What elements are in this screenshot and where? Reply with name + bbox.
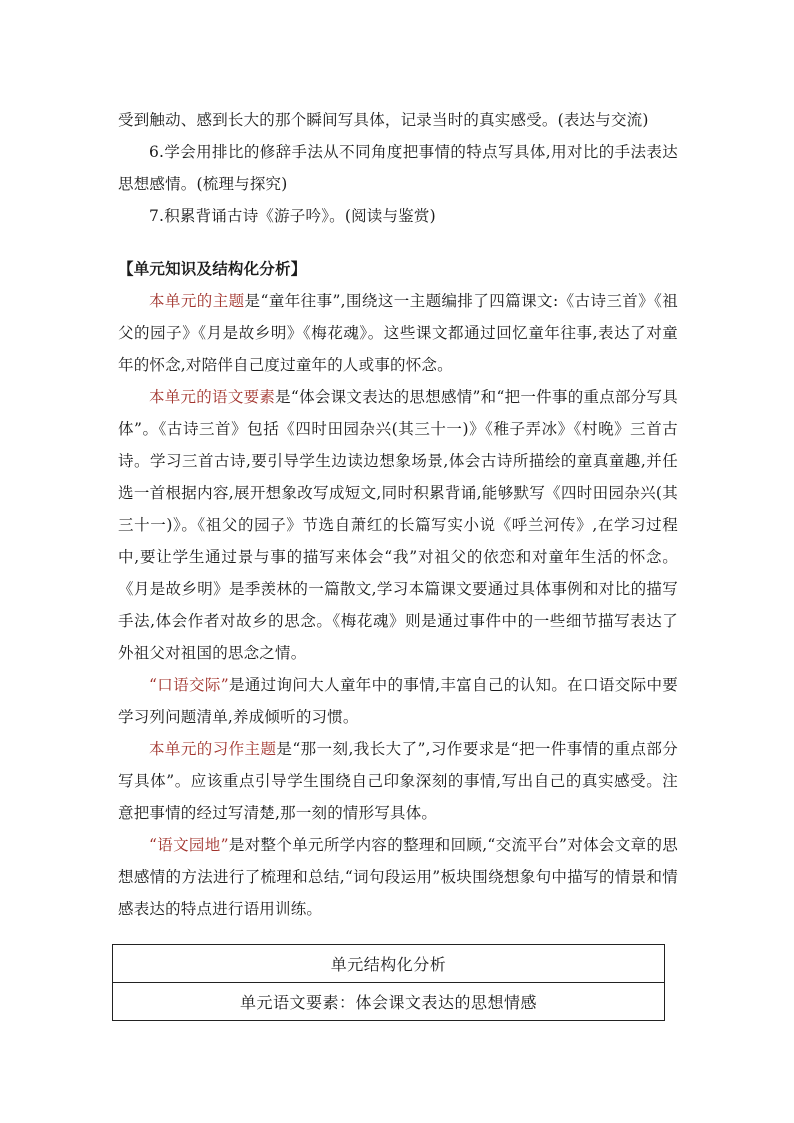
paragraph-theme: [118, 285, 678, 381]
analysis-section: [118, 253, 678, 925]
garden-highlight: “语文园地”: [149, 836, 229, 854]
elements-text: 是“体会课文表达的思想感情”和“把一件事的重点部分写具体”。《古诗三首》包括《四时田园杂兴(其三十一)》《稚子弄冰》《村晚》三首古诗。学习三首古诗,要引导学生边读边想象场景,体会古诗所描绘的童真童趣,并任选一首根据内容,展开想象改写成短文,同时积累背诵,能够默写《四时田园杂兴(其三十一)》。《祖父的园子》节选自萧红的长篇写实小说《呼兰河传》,在学习过程中,要让学生通过景与事的描写来体会“我”对祖父的依恋和对童年生活的怀念。《月是故乡明》是季羡林的一篇散文,学习本篇课文要通过具体事例和对比的描写手法,体会作者对故乡的思念。《梅花魂》则是通过事件中的一些细节描写表达了外祖父对祖国的思念之情。: [118, 388, 678, 662]
objectives-block: [118, 104, 678, 232]
paragraph-writing-theme: [118, 733, 678, 829]
oral-text: 是通过询问大人童年中的事情,丰富自己的认知。在口语交际中要学习列问题清单,养成倾听的习惯。: [118, 676, 678, 726]
theme-text: 是“童年往事”,围绕这一主题编排了四篇课文:《古诗三首》《祖父的园子》《月是故乡明》《梅花魂》。这些课文都通过回忆童年往事,表达了对童年的怀念,对陪伴自己度过童年的人或事的怀念。: [118, 292, 679, 374]
elements-highlight: 本单元的语文要素: [149, 388, 276, 406]
theme-highlight: 本单元的主题: [149, 292, 245, 310]
oral-highlight: “口语交际”: [149, 676, 229, 694]
objective-6: 6.学会用排比的修辞手法从不同角度把事情的特点写具体,用对比的手法表达思想感情。(梳理与探究): [118, 143, 678, 193]
objective-7: 7.积累背诵古诗《游子吟》。(阅读与鉴赏): [149, 207, 436, 225]
writing-highlight: 本单元的习作主题: [149, 740, 277, 758]
writing-text: 是“那一刻,我长大了”,习作要求是“把一件事情的重点部分写具体”。应该重点引导学生围绕自己印象深刻的事情,写出自己的真实感受。注意把事情的经过写清楚,那一刻的情形写具体。: [118, 740, 678, 822]
paragraph-language-elements: [118, 381, 678, 669]
objective-5-continued: 受到触动、感到长大的那个瞬间写具体，记录当时的真实感受。(表达与交流): [118, 111, 649, 129]
structure-analysis-table: [112, 944, 665, 1021]
garden-text: 是对整个单元所学内容的整理和回顾,“交流平台”对体会文章的思想感情的方法进行了梳理和总结,“词句段运用”板块围绕想象句中描写的情景和情感表达的特点进行语用训练。: [118, 836, 678, 918]
paragraph-language-garden: [118, 829, 678, 925]
paragraph-oral-communication: [118, 669, 678, 733]
section-heading: 【单元知识及结构化分析】: [118, 259, 307, 278]
table-header-row: 单元结构化分析: [330, 955, 447, 974]
table-row: 单元语文要素：体会课文表达的思想情感: [113, 982, 664, 1020]
